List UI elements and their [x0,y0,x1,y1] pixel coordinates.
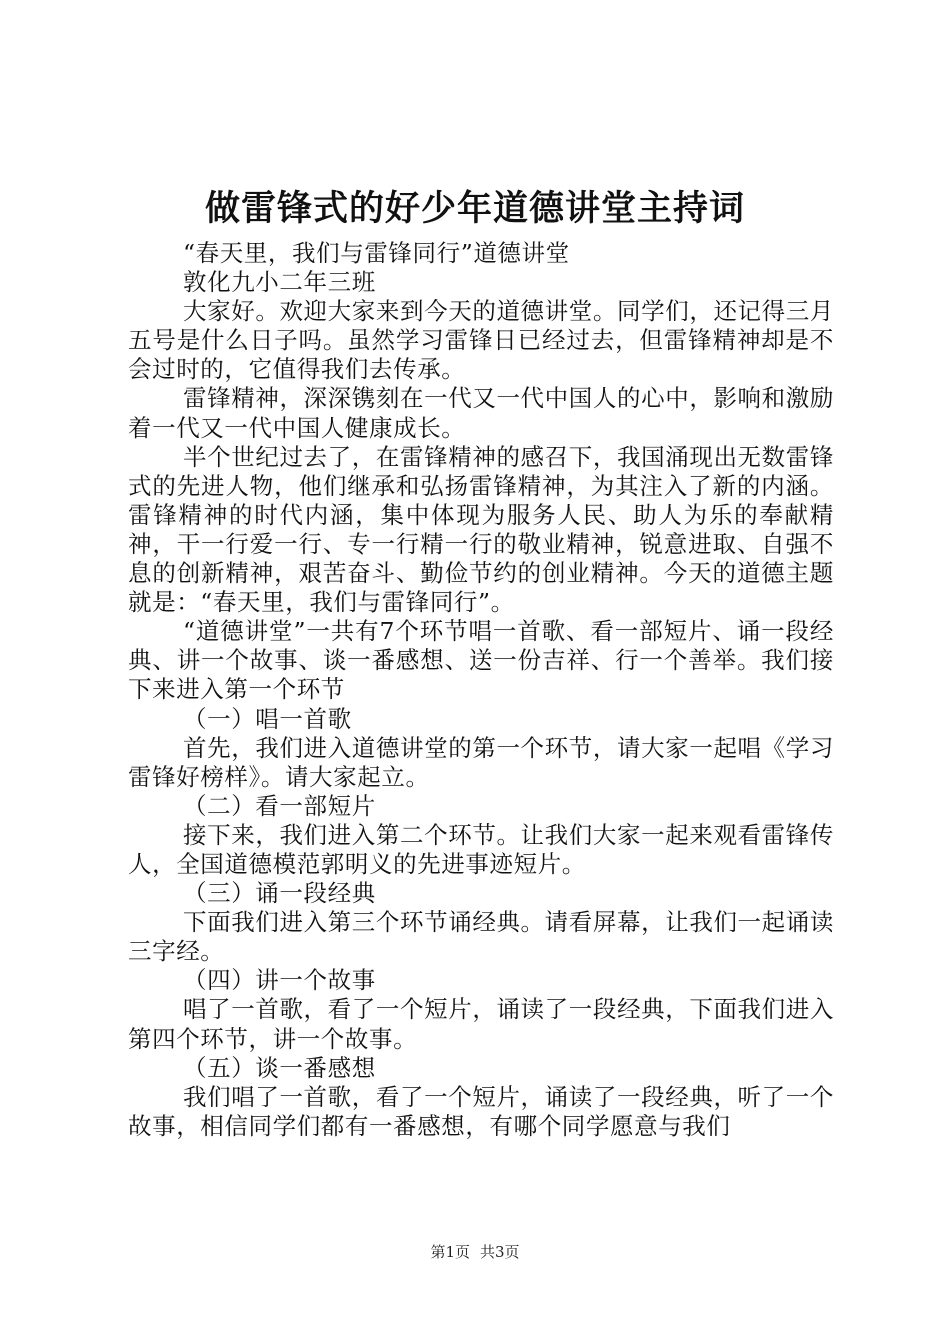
paragraph: 敦化九小二年三班 [183,268,376,297]
section-heading: （四）讲一个故事 [183,966,376,995]
paragraph: 接下来，我们进入第二个环节。让我们大家一起来观看雷锋传人，全国道德模范郭明义的先进事迹短片。 [128,820,834,878]
paragraph: “春天里，我们与雷锋同行”道德讲堂 [183,239,570,267]
page-total: 共3页 [480,1243,520,1261]
paragraph: 大家好。欢迎大家来到今天的道德讲堂。同学们，还记得三月五号是什么日子吗。虽然学习雷锋日已经过去，但雷锋精神却是不会过时的，它值得我们去传承。 [128,297,834,384]
document-body [128,239,834,1141]
paragraph: 半个世纪过去了，在雷锋精神的感召下，我国涌现出无数雷锋式的先进人物，他们继承和弘扬雷锋精神，为其注入了新的内涵。雷锋精神的时代内涵，集中体现为服务人民、助人为乐的奉献精神，干一行爱一行、专一行精一行的敬业精神，锐意进取、自强不息的创新精神，艰苦奋斗、勤俭节约的创业精神。今天的道德主题就是：“春天里，我们与雷锋同行”。 [128,442,834,617]
section-heading: （五）谈一番感想 [183,1053,376,1082]
page-footer [0,1242,950,1262]
paragraph: “道德讲堂”一共有7个环节唱一首歌、看一部短片、诵一段经典、讲一个故事、谈一番感想、送一份吉祥、行一个善举。我们接下来进入第一个环节 [128,617,834,704]
paragraph: 我们唱了一首歌，看了一个短片，诵读了一段经典，听了一个故事，相信同学们都有一番感想，有哪个同学愿意与我们 [128,1082,834,1140]
paragraph: 下面我们进入第三个环节诵经典。请看屏幕，让我们一起诵读三字经。 [128,908,834,966]
section-heading: （一）唱一首歌 [183,704,352,733]
section-heading: （二）看一部短片 [183,791,376,820]
section-heading: （三）诵一段经典 [183,879,376,908]
paragraph: 唱了一首歌，看了一个短片，诵读了一段经典，下面我们进入第四个环节，讲一个故事。 [128,995,834,1053]
paragraph: 雷锋精神，深深镌刻在一代又一代中国人的心中，影响和激励着一代又一代中国人健康成长。 [128,384,834,442]
document-title: 做雷锋式的好少年道德讲堂主持词 [204,189,745,229]
page-number: 第1页 [430,1243,470,1261]
paragraph: 首先，我们进入道德讲堂的第一个环节，请大家一起唱《学习雷锋好榜样》。请大家起立。 [128,733,834,791]
